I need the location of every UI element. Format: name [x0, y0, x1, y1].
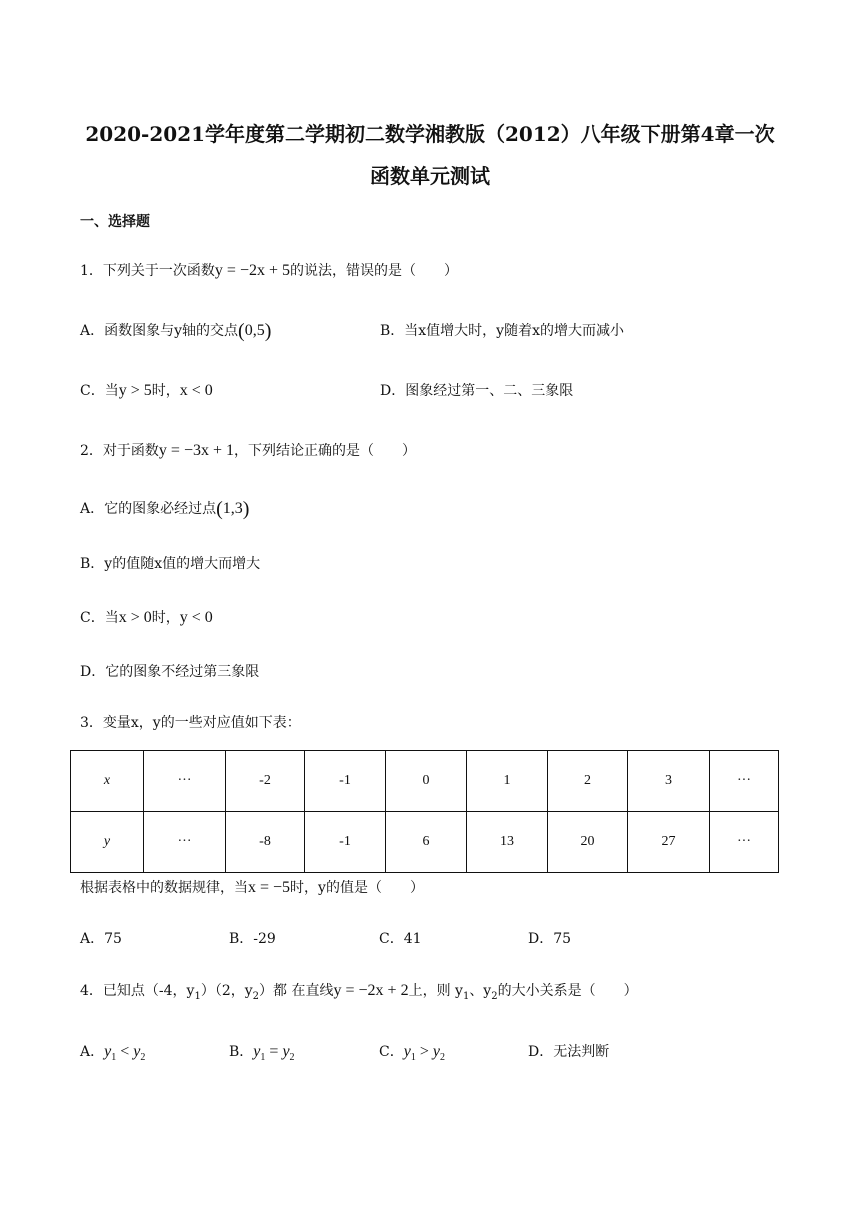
question-3-option-a: A．75	[80, 931, 122, 947]
stem-part: 、y	[469, 983, 492, 999]
table-cell: 13	[467, 812, 548, 873]
table-cell: -2	[226, 751, 305, 812]
table-row	[71, 812, 779, 873]
stem-part: 的大小关系是（ ）	[497, 983, 638, 999]
option-label: C．当	[80, 610, 119, 626]
question-2-suffix: ，下列结论正确的是（ ）	[234, 443, 416, 459]
question-1-option-d: D．图象经过第一、二、三象限	[380, 383, 574, 399]
table-cell: ···	[710, 751, 779, 812]
table-cell: -1	[305, 751, 386, 812]
question-1-suffix: 的说法，错误的是（ ）	[290, 263, 458, 279]
question-2-option-a	[80, 499, 249, 519]
table-cell: 0	[386, 751, 467, 812]
question-2-stem	[80, 441, 416, 461]
question-4-stem	[80, 981, 638, 1007]
question-2-option-b: B．y的值随x值的增大而增大	[80, 556, 261, 572]
question-4-option-c	[379, 1042, 445, 1068]
table-cell: 3	[628, 751, 710, 812]
table-cell: ···	[710, 812, 779, 873]
question-3-stem: 3．变量x，y的一些对应值如下表：	[80, 715, 301, 731]
stem-part: 上，则 y	[408, 983, 463, 999]
question-1-stem	[80, 261, 458, 281]
document-title-line-1: 2020-2021学年度第二学期初二数学湘教版（2012）八年级下册第4章一次	[85, 122, 775, 146]
table-cell: x	[71, 751, 144, 812]
table-cell: -8	[226, 812, 305, 873]
question-1-formula: y = −2x + 5	[214, 262, 290, 279]
question-2-formula: y = −3x + 1	[158, 442, 234, 459]
question-2-option-c	[80, 608, 213, 628]
option-mid: 时，	[151, 610, 180, 626]
close-paren: )	[242, 498, 250, 520]
values-table	[70, 750, 779, 873]
option-label: A．函数图象与y轴的交点	[80, 323, 239, 339]
open-paren: (	[238, 320, 245, 342]
question-1-option-a	[80, 321, 271, 341]
table-row	[71, 751, 779, 812]
question-3-option-d: D．75	[528, 931, 572, 947]
result: y < 0	[179, 609, 213, 626]
result: x < 0	[179, 382, 213, 399]
condition: y > 5	[118, 382, 152, 399]
question-4-option-d: D．无法判断	[528, 1044, 610, 1060]
relation-y1-lt-y2: $y_1 < y_2$	[104, 1043, 146, 1064]
table-cell: 20	[548, 812, 628, 873]
option-label: A．	[80, 1044, 105, 1060]
followup-suffix: 时，y的值是（ ）	[290, 880, 424, 896]
table-cell: y	[71, 812, 144, 873]
table-cell: ···	[144, 751, 226, 812]
question-2-prefix: 2．对于函数	[80, 443, 159, 459]
followup-prefix: 根据表格中的数据规律，当	[80, 880, 248, 896]
subscript: 1	[462, 990, 470, 1002]
condition: x > 0	[118, 609, 152, 626]
close-paren: )	[264, 320, 272, 342]
question-2-option-d: D．它的图象不经过第三象限	[80, 664, 260, 680]
stem-part: ）（2，y	[200, 983, 253, 999]
option-label: C．	[379, 1044, 404, 1060]
question-1-option-b: B．当x值增大时，y随着x的增大而减小	[380, 323, 624, 339]
relation-y1-eq-y2: $y_1 = y_2$	[253, 1043, 295, 1064]
point-value: 1,3	[222, 500, 243, 517]
option-label: B．	[229, 1044, 254, 1060]
table-cell: -1	[305, 812, 386, 873]
subscript: 2	[252, 990, 260, 1002]
question-3-option-b: B．-29	[229, 931, 276, 947]
section-heading: 一、选择题	[80, 214, 150, 230]
table-cell: 6	[386, 812, 467, 873]
question-1-option-c	[80, 381, 213, 401]
question-4-formula: y = −2x + 2	[333, 982, 409, 999]
document-title-line-2: 函数单元测试	[370, 164, 490, 188]
option-mid: 时，	[151, 383, 180, 399]
open-paren: (	[216, 498, 223, 520]
point-value: 0,5	[244, 322, 265, 339]
question-4-option-b	[229, 1042, 295, 1068]
question-1-prefix: 1．下列关于一次函数	[80, 263, 215, 279]
option-label: A．它的图象必经过点	[80, 501, 217, 517]
question-4-option-a	[80, 1042, 145, 1068]
option-label: C．当	[80, 383, 119, 399]
question-3-followup	[80, 878, 424, 898]
table-cell: 1	[467, 751, 548, 812]
subscript: 1	[194, 990, 201, 1002]
relation-y1-gt-y2: $y_1 > y_2$	[403, 1043, 445, 1064]
question-3-option-c: C．41	[379, 931, 422, 947]
table-cell: ···	[144, 812, 226, 873]
stem-part: 4．已知点（-4，y	[80, 983, 195, 999]
table-cell: 2	[548, 751, 628, 812]
followup-formula: x = −5	[248, 879, 291, 896]
table-cell: 27	[628, 812, 710, 873]
stem-part: ）都 在直线	[259, 983, 334, 999]
subscript: 2	[491, 990, 498, 1002]
